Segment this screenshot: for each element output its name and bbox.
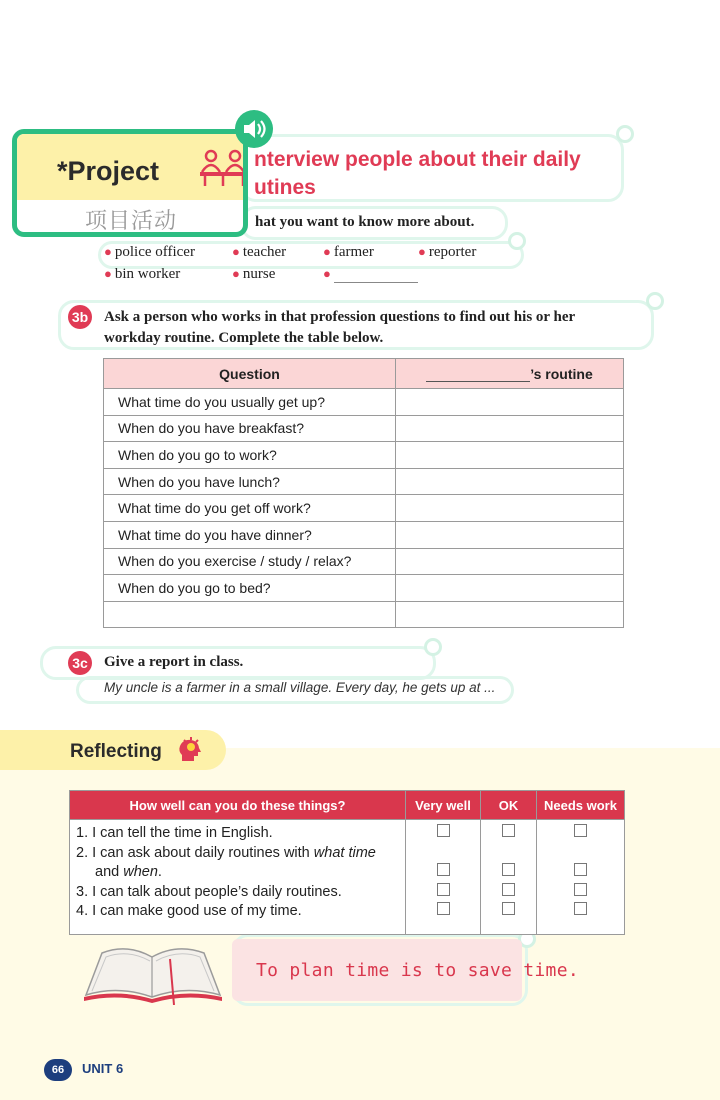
option-blank[interactable] xyxy=(323,266,418,283)
very-well-column xyxy=(406,820,481,935)
question-cell: When do you have breakfast? xyxy=(104,415,396,442)
instruction-3a: hat you want to know more about. xyxy=(255,214,475,230)
column-header-needs-work: Needs work xyxy=(537,791,625,820)
project-title: *Project xyxy=(57,156,160,186)
answer-cell[interactable] xyxy=(396,601,624,628)
decor-node xyxy=(424,638,442,656)
reflecting-title: Reflecting xyxy=(70,741,162,762)
question-cell: When do you go to work? xyxy=(104,442,396,469)
answer-cell[interactable] xyxy=(396,415,624,442)
project-subtitle: 项目活动 xyxy=(85,209,178,234)
question-cell: When do you go to bed? xyxy=(104,575,396,602)
question-cell: When do you exercise / study / relax? xyxy=(104,548,396,575)
option-farmer: ● farmer xyxy=(323,244,374,260)
fill-in-blank xyxy=(334,268,418,283)
checkbox-1-needs-work[interactable] xyxy=(574,824,587,837)
instruction-3c: Give a report in class. xyxy=(104,654,244,670)
checkbox-1-ok[interactable] xyxy=(502,824,515,837)
table-row xyxy=(104,415,624,442)
unit-label: UNIT 6 xyxy=(82,1061,124,1076)
instruction-3b-line-2: workday routine. Complete the table below. xyxy=(104,330,384,346)
page-number: 66 xyxy=(44,1059,72,1081)
table-row xyxy=(70,820,625,935)
bullet-dot: ● xyxy=(232,244,240,259)
checkbox-3-very-well[interactable] xyxy=(437,883,450,896)
answer-cell[interactable] xyxy=(396,548,624,575)
checkbox-2-very-well[interactable] xyxy=(437,863,450,876)
motto-text: To plan time is to save time. xyxy=(256,960,579,981)
question-cell[interactable] xyxy=(104,601,396,628)
group-meeting-icon xyxy=(197,148,248,188)
needs-work-column xyxy=(537,820,625,935)
badge-3b: 3b xyxy=(68,305,92,329)
column-header-routine xyxy=(396,359,624,389)
routine-table xyxy=(103,358,624,628)
speaker-icon xyxy=(235,110,273,148)
checkbox-4-very-well[interactable] xyxy=(437,902,450,915)
open-book-icon xyxy=(82,935,224,1005)
instruction-3b-line-1: Ask a person who works in that profession questions to find out his or her xyxy=(104,309,576,325)
answer-cell[interactable] xyxy=(396,575,624,602)
column-header-question: Question xyxy=(104,359,396,389)
answer-cell[interactable] xyxy=(396,442,624,469)
answer-cell[interactable] xyxy=(396,521,624,548)
column-header-very-well: Very well xyxy=(406,791,481,820)
table-row xyxy=(104,389,624,416)
table-row xyxy=(104,495,624,522)
answer-cell[interactable] xyxy=(396,389,624,416)
table-row xyxy=(104,548,624,575)
statement-2-continued: and when. xyxy=(95,864,162,880)
answer-cell[interactable] xyxy=(396,495,624,522)
table-row xyxy=(104,521,624,548)
column-header-ok: OK xyxy=(481,791,537,820)
table-row xyxy=(104,468,624,495)
bullet-dot: ● xyxy=(104,244,112,259)
checkbox-4-needs-work[interactable] xyxy=(574,902,587,915)
bullet-dot: ● xyxy=(232,266,240,281)
instruction-3b xyxy=(104,307,575,349)
decor-node xyxy=(616,125,634,143)
question-cell: What time do you get off work? xyxy=(104,495,396,522)
checkbox-1-very-well[interactable] xyxy=(437,824,450,837)
decor-node xyxy=(646,292,664,310)
name-blank[interactable] xyxy=(426,367,530,382)
checkbox-3-needs-work[interactable] xyxy=(574,883,587,896)
project-badge xyxy=(12,129,248,237)
bullet-dot: ● xyxy=(323,244,331,259)
heading-line-1: nterview people about their daily xyxy=(254,148,581,171)
checkbox-2-needs-work[interactable] xyxy=(574,863,587,876)
table-header-row xyxy=(70,791,625,820)
question-cell: When do you have lunch? xyxy=(104,468,396,495)
question-cell: What time do you usually get up? xyxy=(104,389,396,416)
project-heading xyxy=(254,146,581,202)
table-row xyxy=(104,575,624,602)
statement-2: 2. I can ask about daily routines with what time xyxy=(76,844,376,861)
column-header-task: How well can you do these things? xyxy=(70,791,406,820)
statement-3: 3. I can talk about people’s daily routines. xyxy=(76,883,342,900)
bullet-dot: ● xyxy=(418,244,426,259)
table-row xyxy=(104,601,624,628)
example-text: My uncle is a farmer in a small village. Every day, he gets up at ... xyxy=(104,680,496,695)
option-teacher: ● teacher xyxy=(232,244,287,260)
statement-4: 4. I can make good use of my time. xyxy=(76,903,302,919)
checkbox-3-ok[interactable] xyxy=(502,883,515,896)
statement-1: 1. I can tell the time in English. xyxy=(76,825,273,841)
option-nurse: ● nurse xyxy=(232,266,276,282)
heading-line-2: utines xyxy=(254,176,316,199)
bullet-dot: ● xyxy=(104,266,112,281)
badge-3c: 3c xyxy=(68,651,92,675)
table-row xyxy=(104,442,624,469)
table-header-row xyxy=(104,359,624,389)
statements-cell xyxy=(70,820,406,935)
checkbox-4-ok[interactable] xyxy=(502,902,515,915)
decor-node xyxy=(508,232,526,250)
option-reporter: ● reporter xyxy=(418,244,477,260)
option-police-officer: ● police officer xyxy=(104,244,195,260)
routine-label: ’s routine xyxy=(530,365,593,382)
answer-cell[interactable] xyxy=(396,468,624,495)
lightbulb-head-icon xyxy=(176,736,204,764)
reflecting-table xyxy=(69,790,625,935)
ok-column xyxy=(481,820,537,935)
option-bin-worker: ● bin worker xyxy=(104,266,181,282)
bullet-dot: ● xyxy=(323,266,331,281)
audio-button[interactable] xyxy=(235,110,273,148)
checkbox-2-ok[interactable] xyxy=(502,863,515,876)
question-cell: What time do you have dinner? xyxy=(104,521,396,548)
